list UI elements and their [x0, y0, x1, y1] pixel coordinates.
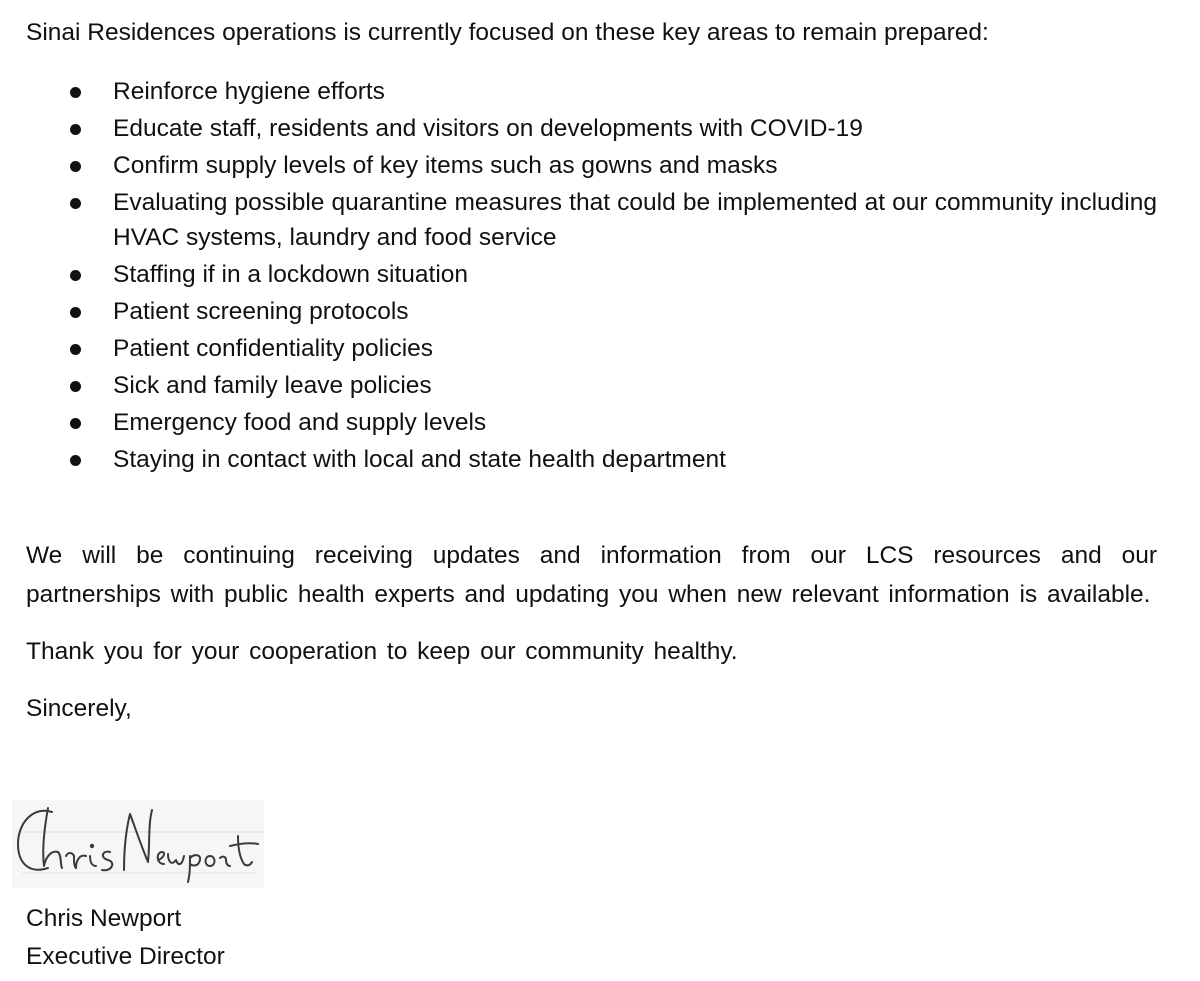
- bullet-icon: [70, 455, 81, 466]
- list-item-text: Sick and family leave policies: [113, 372, 432, 399]
- list-item: [26, 147, 1157, 184]
- list-item: [26, 441, 1157, 478]
- intro-text: Sinai Residences operations is currently focused on these key areas to remain prepared:: [26, 19, 989, 46]
- list-item-text: Patient confidentiality policies: [113, 335, 434, 362]
- bullet-icon: [70, 198, 81, 209]
- list-item-text: Staying in contact with local and state health department: [113, 446, 726, 473]
- list-item: [26, 184, 1157, 256]
- bullet-icon: [70, 124, 81, 135]
- list-item-text: Evaluating possible quarantine measures that could be implemented at our community including HVAC systems, laundry and food service: [113, 189, 1157, 251]
- list-item: [26, 293, 1157, 330]
- updates-paragraph: We will be continuing receiving updates and information from our LCS resources and our partnerships with public health experts and updating you when new relevant information is available.: [26, 542, 1157, 608]
- bullet-icon: [70, 381, 81, 392]
- list-item-text: Reinforce hygiene efforts: [113, 78, 385, 105]
- bullet-icon: [70, 270, 81, 281]
- list-item-text: Emergency food and supply levels: [113, 409, 487, 436]
- list-item-text: Staffing if in a lockdown situation: [113, 261, 469, 288]
- bullet-icon: [70, 344, 81, 355]
- list-item: [26, 256, 1157, 293]
- bullet-icon: [70, 418, 81, 429]
- list-item: [26, 110, 1157, 147]
- list-item-text: Confirm supply levels of key items such as gowns and masks: [113, 152, 778, 179]
- bullet-icon: [70, 307, 81, 318]
- closing-text: Sincerely,: [26, 695, 132, 722]
- list-item-text: Patient screening protocols: [113, 298, 409, 325]
- list-item: [26, 73, 1157, 110]
- signature-block: [26, 900, 225, 976]
- key-areas-list: [26, 73, 1157, 478]
- list-item-text: Educate staff, residents and visitors on developments with COVID-19: [113, 115, 863, 142]
- letter-body: [26, 14, 1157, 728]
- signer-name: Chris Newport: [26, 905, 182, 932]
- list-item: [26, 367, 1157, 404]
- bullet-icon: [70, 161, 81, 172]
- handwritten-signature-image: [12, 800, 264, 888]
- thanks-paragraph: Thank you for your cooperation to keep our community healthy.: [26, 638, 738, 665]
- bullet-icon: [70, 87, 81, 98]
- signer-title: Executive Director: [26, 943, 225, 970]
- list-item: [26, 404, 1157, 441]
- list-item: [26, 330, 1157, 367]
